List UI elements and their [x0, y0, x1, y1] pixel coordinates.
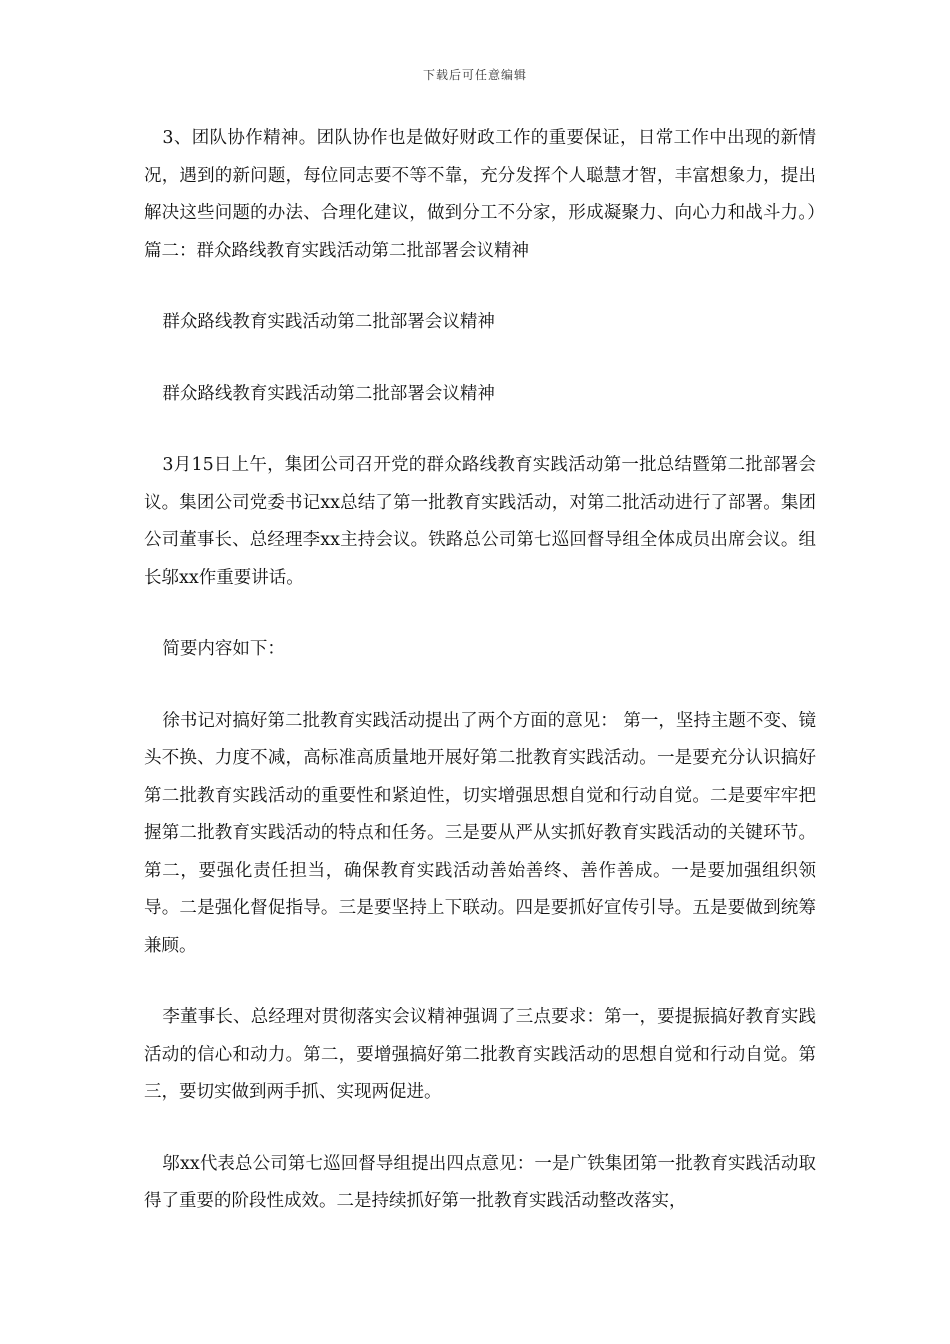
- paragraph-secretary-opinions: 徐书记对搞好第二批教育实践活动提出了两个方面的意见： 第一，坚持主题不变、镜头不换、力度不减，高标准高质量地开展好第二批教育实践活动。一是要充分认识搞好第二批教育实践活动的重要性和紧迫性，切实增强思想自觉和行动自觉。二是要牢牢把握第二批教育实践活动的特点和任务。三是要从严从实抓好教育实践活动的关键环节。第二，要强化责任担当，确保教育实践活动善始善终、善作善成。一是要加强组织领导。二是强化督促指导。三是要坚持上下联动。四是要抓好宣传引导。五是要做到统筹兼顾。: [144, 710, 816, 956]
- paragraph-heading-2: 群众路线教育实践活动第二批部署会议精神: [162, 383, 495, 404]
- paragraph-team-spirit: 3、团队协作精神。团队协作也是做好财政工作的重要保证，日常工作中出现的新情况，遇到的新问题，每位同志要不等不靠，充分发挥个人聪慧才智，丰富想象力，提出解决这些问题的办法、合理化建议，做到分工不分家，形成凝聚力、向心力和战斗力。）篇二：群众路线教育实践活动第二批部署会议精神: [144, 128, 816, 261]
- document-body: [144, 120, 816, 1255]
- paragraph-meeting-summary: 3月15日上午，集团公司召开党的群众路线教育实践活动第一批总结暨第二批部署会议。集团公司党委书记xx总结了第一批教育实践活动，对第二批活动进行了部署。集团公司董事长、总经理李xx主持会议。铁路总公司第七巡回督导组全体成员出席会议。组长邬xx作重要讲话。: [144, 455, 816, 588]
- paragraph-heading-1: 群众路线教育实践活动第二批部署会议精神: [162, 312, 495, 332]
- page-header: 下载后可任意编辑: [422, 68, 527, 82]
- paragraph-brief-intro: 简要内容如下：: [162, 639, 285, 659]
- paragraph-inspection-opinions: 邬xx代表总公司第七巡回督导组提出四点意见：一是广铁集团第一批教育实践活动取得了重要的阶段性成效。二是持续抓好第一批教育实践活动整改落实，: [144, 1153, 816, 1211]
- paragraph-chairman-requirements: 李董事长、总经理对贯彻落实会议精神强调了三点要求：第一，要提振搞好教育实践活动的信心和动力。第二，要增强搞好第二批教育实践活动的思想自觉和行动自觉。第三，要切实做到两手抓、实现两促进。: [144, 1007, 816, 1102]
